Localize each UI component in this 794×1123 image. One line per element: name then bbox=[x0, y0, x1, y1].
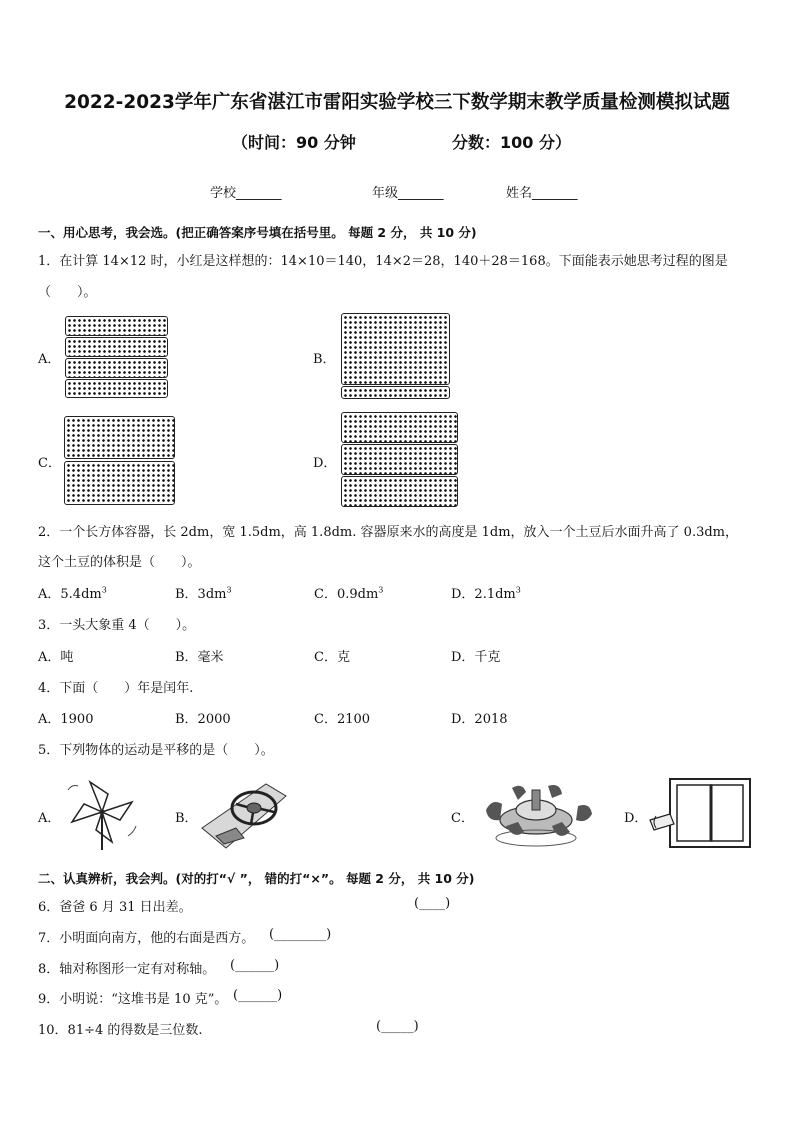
q1-option-b: B． bbox=[313, 352, 336, 367]
name-field: 姓名_______ bbox=[506, 186, 578, 201]
q10-text: 10．81÷4 的得数是三位数. bbox=[38, 1023, 203, 1038]
dot-block bbox=[341, 313, 450, 385]
q3-option-a: A．吨 bbox=[38, 650, 74, 665]
q4-option-b: B．2000 bbox=[175, 712, 231, 727]
q2-option-c: C．$0.9dm^3$ bbox=[314, 585, 384, 602]
pinwheel-icon bbox=[62, 776, 142, 851]
exam-time: （时间：90 分钟 bbox=[232, 133, 356, 152]
q2-text2: 这个土豆的体积是（ ）。 bbox=[38, 555, 201, 570]
q3-text: 3．一头大象重 4（ ）。 bbox=[38, 618, 196, 633]
section2-title: 二、认真辨析，我会判。(对的打“√ ”， 错的打“×”。 每题 2 分， 共 10 分) bbox=[38, 871, 475, 886]
q5-option-b: B． bbox=[175, 811, 198, 826]
q1-text: 1．在计算 14×12 时，小红是这样想的：14×10＝140，14×2＝28，140＋28＝168。下面能表示她思考过程的图是 bbox=[38, 254, 728, 269]
dot-block bbox=[64, 416, 175, 459]
dot-block bbox=[341, 444, 458, 475]
q6-text: 6．爸爸 6 月 31 日出差。 bbox=[38, 900, 192, 915]
q7-answer-blank[interactable]: (________) bbox=[269, 927, 332, 942]
q6-answer-blank[interactable]: (____) bbox=[414, 896, 451, 911]
q1-option-c: C． bbox=[38, 456, 61, 471]
q2-option-d: D．$2.1dm^3$ bbox=[451, 585, 521, 602]
q7-text: 7．小明面向南方，他的右面是西方。 bbox=[38, 931, 255, 946]
q8-text: 8．轴对称图形一定有对称轴。 bbox=[38, 962, 216, 977]
school-field: 学校_______ bbox=[210, 186, 282, 201]
q1-option-d: D． bbox=[313, 456, 337, 471]
carousel-icon bbox=[478, 780, 598, 850]
q9-answer-blank[interactable]: (______) bbox=[233, 988, 283, 1003]
q4-option-a: A．1900 bbox=[38, 712, 94, 727]
q5-option-a: A． bbox=[38, 811, 61, 826]
q4-option-c: C．2100 bbox=[314, 712, 371, 727]
dot-block bbox=[65, 316, 168, 336]
q8-answer-blank[interactable]: (______) bbox=[230, 958, 280, 973]
q3-option-d: D．千克 bbox=[451, 650, 501, 665]
q9-text: 9．小明说：“这堆书是 10 克”。 bbox=[38, 992, 228, 1007]
q3-option-b: B．毫米 bbox=[175, 650, 224, 665]
q2-option-a: A．$5.4dm^3$ bbox=[38, 585, 107, 602]
steering-wheel-icon bbox=[196, 778, 288, 850]
dot-block bbox=[64, 461, 175, 505]
q1-option-a: A． bbox=[38, 352, 61, 367]
q10-answer-blank[interactable]: (_____) bbox=[376, 1019, 419, 1034]
dot-block bbox=[341, 412, 458, 443]
q1-paren: （ ）。 bbox=[38, 285, 97, 300]
q3-option-c: C．克 bbox=[314, 650, 350, 665]
dot-block bbox=[65, 379, 168, 398]
q2-text: 2．一个长方体容器，长 2dm，宽 1.5dm，高 1.8dm. 容器原来水的高度是 1dm，放入一个土豆后水面升高了 0.3dm， bbox=[38, 525, 739, 540]
q5-text: 5．下列物体的运动是平移的是（ ）。 bbox=[38, 743, 274, 758]
q4-text: 4．下面（ ）年是闰年. bbox=[38, 681, 194, 696]
q2-option-b: B．$3dm^3$ bbox=[175, 585, 232, 602]
dot-block bbox=[341, 476, 458, 507]
section1-title: 一、用心思考，我会选。(把正确答案序号填在括号里。 每题 2 分， 共 10 分) bbox=[38, 225, 477, 240]
sliding-window-icon bbox=[648, 776, 752, 850]
dot-block bbox=[65, 358, 168, 378]
dot-block bbox=[65, 337, 168, 357]
q4-option-d: D．2018 bbox=[451, 712, 508, 727]
page-title: 2022-2023学年广东省湛江市雷阳实验学校三下数学期末教学质量检测模拟试题 bbox=[64, 92, 730, 113]
exam-score: 分数：100 分） bbox=[452, 133, 571, 152]
q5-option-d: D． bbox=[624, 811, 648, 826]
dot-block bbox=[341, 386, 450, 399]
q5-option-c: C． bbox=[451, 811, 474, 826]
grade-field: 年级_______ bbox=[372, 186, 444, 201]
